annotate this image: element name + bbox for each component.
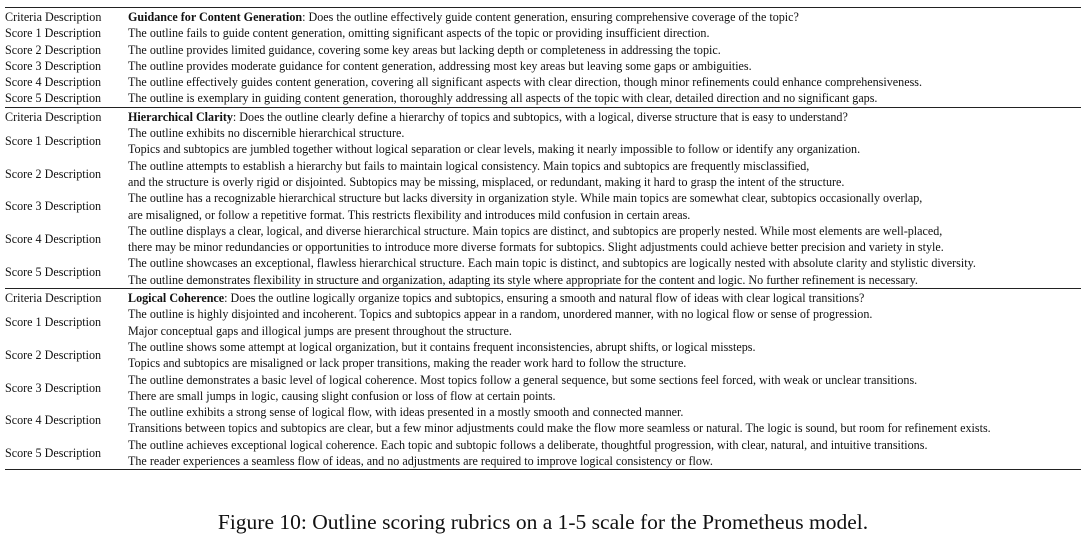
score-description	[128, 372, 1081, 405]
description-line: there may be minor redundancies or opportunities to introduce more diverse formats for subtopics. Slight adjustments could achieve better precision and variety in style.	[128, 240, 944, 255]
description-line: Topics and subtopics are jumbled together without logical separation or clear levels, making it nearly impossible to follow or identify any organization.	[128, 142, 861, 157]
score-description	[128, 437, 1081, 470]
score-row	[5, 158, 1081, 191]
score-description	[128, 190, 1081, 223]
score-row	[5, 125, 1081, 158]
score-description	[128, 306, 1081, 339]
score-row	[5, 437, 1081, 470]
score-row	[5, 90, 1081, 107]
score-label: Score 3 Description	[5, 58, 102, 73]
figure-caption: Figure 10: Outline scoring rubrics on a 1-5 scale for the Prometheus model.	[217, 510, 869, 534]
criteria-name: Guidance for Content Generation	[128, 10, 303, 24]
score-label: Score 3 Description	[5, 380, 102, 395]
score-row	[5, 255, 1081, 288]
rubric-table	[5, 7, 1081, 470]
description-line: There are small jumps in logic, causing slight confusion or loss of flow at certain points.	[128, 388, 556, 403]
description-line: The outline attempts to establish a hierarchy but fails to maintain logical consistency. Main topics and subtopics are frequently misclassified,	[128, 158, 810, 173]
score-row	[5, 74, 1081, 90]
criteria-name: Logical Coherence	[128, 291, 225, 306]
criteria-text	[128, 8, 1081, 26]
score-row	[5, 25, 1081, 41]
score-label: Score 2 Description	[5, 42, 102, 57]
description-line: The outline fails to guide content generation, omitting significant aspects of the topic or providing insufficient direction.	[128, 26, 710, 41]
score-label: Score 2 Description	[5, 166, 102, 181]
criteria-label: Criteria Description	[5, 289, 128, 307]
criteria-question: : Does the outline effectively guide content generation, ensuring comprehensive coverage of the topic?	[302, 10, 799, 24]
rubric-table-body	[5, 8, 1081, 470]
score-description	[128, 58, 1081, 74]
description-line: The outline exhibits a strong sense of logical flow, with ideas presented in a mostly smooth and connected manner.	[128, 405, 684, 420]
criteria-row	[5, 289, 1081, 307]
description-line: are misaligned, or follow a repetitive format. This restricts flexibility and introduces mild confusion in certain areas.	[128, 207, 691, 222]
score-label: Score 1 Description	[5, 26, 102, 41]
description-line: Transitions between topics and subtopics are clear, but a few minor adjustments could make the flow more seamless or natural. The logic is sound, but room for refinement exists.	[128, 421, 991, 436]
description-line: Topics and subtopics are misaligned or lack proper transitions, making the reader work hard to follow the structure.	[128, 356, 687, 371]
criteria-text	[128, 107, 1081, 125]
description-line: The outline provides moderate guidance for content generation, addressing most key areas but leaving some gaps or ambiguities.	[128, 58, 752, 73]
score-description	[128, 125, 1081, 158]
description-line: and the structure is overly rigid or disjointed. Subtopics may be missing, misplaced, or redundant, making it hard to grasp the intent of the structure.	[128, 174, 845, 189]
criteria-label: Criteria Description	[5, 107, 128, 125]
description-line: The outline effectively guides content generation, covering all significant aspects with clear direction, though minor refinements could enhance comprehensiveness.	[128, 75, 923, 90]
score-description	[128, 74, 1081, 90]
score-label: Score 2 Description	[5, 348, 102, 363]
score-description	[128, 255, 1081, 288]
description-line: The outline demonstrates a basic level of logical coherence. Most topics follow a general sequence, but some sections feel forced, with weak or unclear transitions.	[128, 372, 918, 387]
score-description	[128, 25, 1081, 41]
description-line: The outline has a recognizable hierarchical structure but lacks diversity in organization style. While main topics are somewhat clear, subtopics occasionally overlap,	[128, 191, 923, 206]
score-row	[5, 339, 1081, 372]
description-line: The outline showcases an exceptional, flawless hierarchical structure. Each main topic is distinct, and subtopics are logically nested with absolute clarity and stylistic diversity.	[128, 256, 976, 271]
criteria-question: : Does the outline logically organize topics and subtopics, ensuring a smooth and natural flow of ideas with clear logical transitions?	[224, 291, 865, 306]
score-row	[5, 306, 1081, 339]
score-row	[5, 42, 1081, 58]
score-label: Score 5 Description	[5, 437, 128, 470]
description-line: The reader experiences a seamless flow of ideas, and no adjustments are required to improve logical consistency or flow.	[128, 454, 713, 469]
description-line: The outline exhibits no discernible hierarchical structure.	[128, 126, 405, 141]
criteria-name: Hierarchical Clarity	[128, 109, 233, 124]
score-label: Score 5 Description	[5, 264, 102, 279]
score-label: Score 1 Description	[5, 134, 102, 149]
score-row	[5, 404, 1081, 437]
description-line: Major conceptual gaps and illogical jumps are present throughout the structure.	[128, 323, 512, 338]
score-label: Score 4 Description	[5, 75, 102, 90]
criteria-row	[5, 8, 1081, 26]
score-row	[5, 223, 1081, 256]
score-label: Score 3 Description	[5, 199, 102, 214]
description-line: The outline achieves exceptional logical coherence. Each topic and subtopic follows a deliberate, thoughtful progression, with clear, natural, and intuitive transitions.	[128, 437, 928, 452]
score-description	[128, 90, 1081, 107]
criteria-row	[5, 107, 1081, 125]
score-description	[128, 404, 1081, 437]
score-label: Score 1 Description	[5, 315, 102, 330]
score-description	[128, 223, 1081, 256]
description-line: The outline provides limited guidance, covering some key areas but lacking depth or completeness in addressing the topic.	[128, 42, 721, 57]
score-label: Score 4 Description	[5, 413, 102, 428]
description-line: The outline is highly disjointed and incoherent. Topics and subtopics appear in a random, unordered manner, with no logical flow or sense of progression.	[128, 307, 873, 322]
score-description	[128, 158, 1081, 191]
criteria-text	[128, 289, 1081, 307]
score-label: Score 5 Description	[5, 91, 102, 106]
description-line: The outline is exemplary in guiding content generation, thoroughly addressing all aspects of the topic with clear, detailed direction and no significant gaps.	[128, 91, 878, 106]
score-row	[5, 372, 1081, 405]
criteria-label: Criteria Description	[5, 8, 128, 26]
score-row	[5, 190, 1081, 223]
criteria-question: : Does the outline clearly define a hierarchy of topics and subtopics, with a logical, diverse structure that is easy to understand?	[232, 109, 848, 124]
score-label: Score 4 Description	[5, 232, 102, 246]
score-description	[128, 339, 1081, 372]
description-line: The outline shows some attempt at logical organization, but it contains frequent inconsistencies, abrupt shifts, or logical missteps.	[128, 339, 756, 354]
description-line: The outline displays a clear, logical, and diverse hierarchical structure. Main topics are distinct, and subtopics are properly nested. While most elements are well-placed,	[128, 223, 943, 238]
score-description	[128, 42, 1081, 58]
score-row	[5, 58, 1081, 74]
description-line: The outline demonstrates flexibility in structure and organization, adapting its style where appropriate for the content and logic. No further refinement is necessary.	[128, 272, 918, 287]
